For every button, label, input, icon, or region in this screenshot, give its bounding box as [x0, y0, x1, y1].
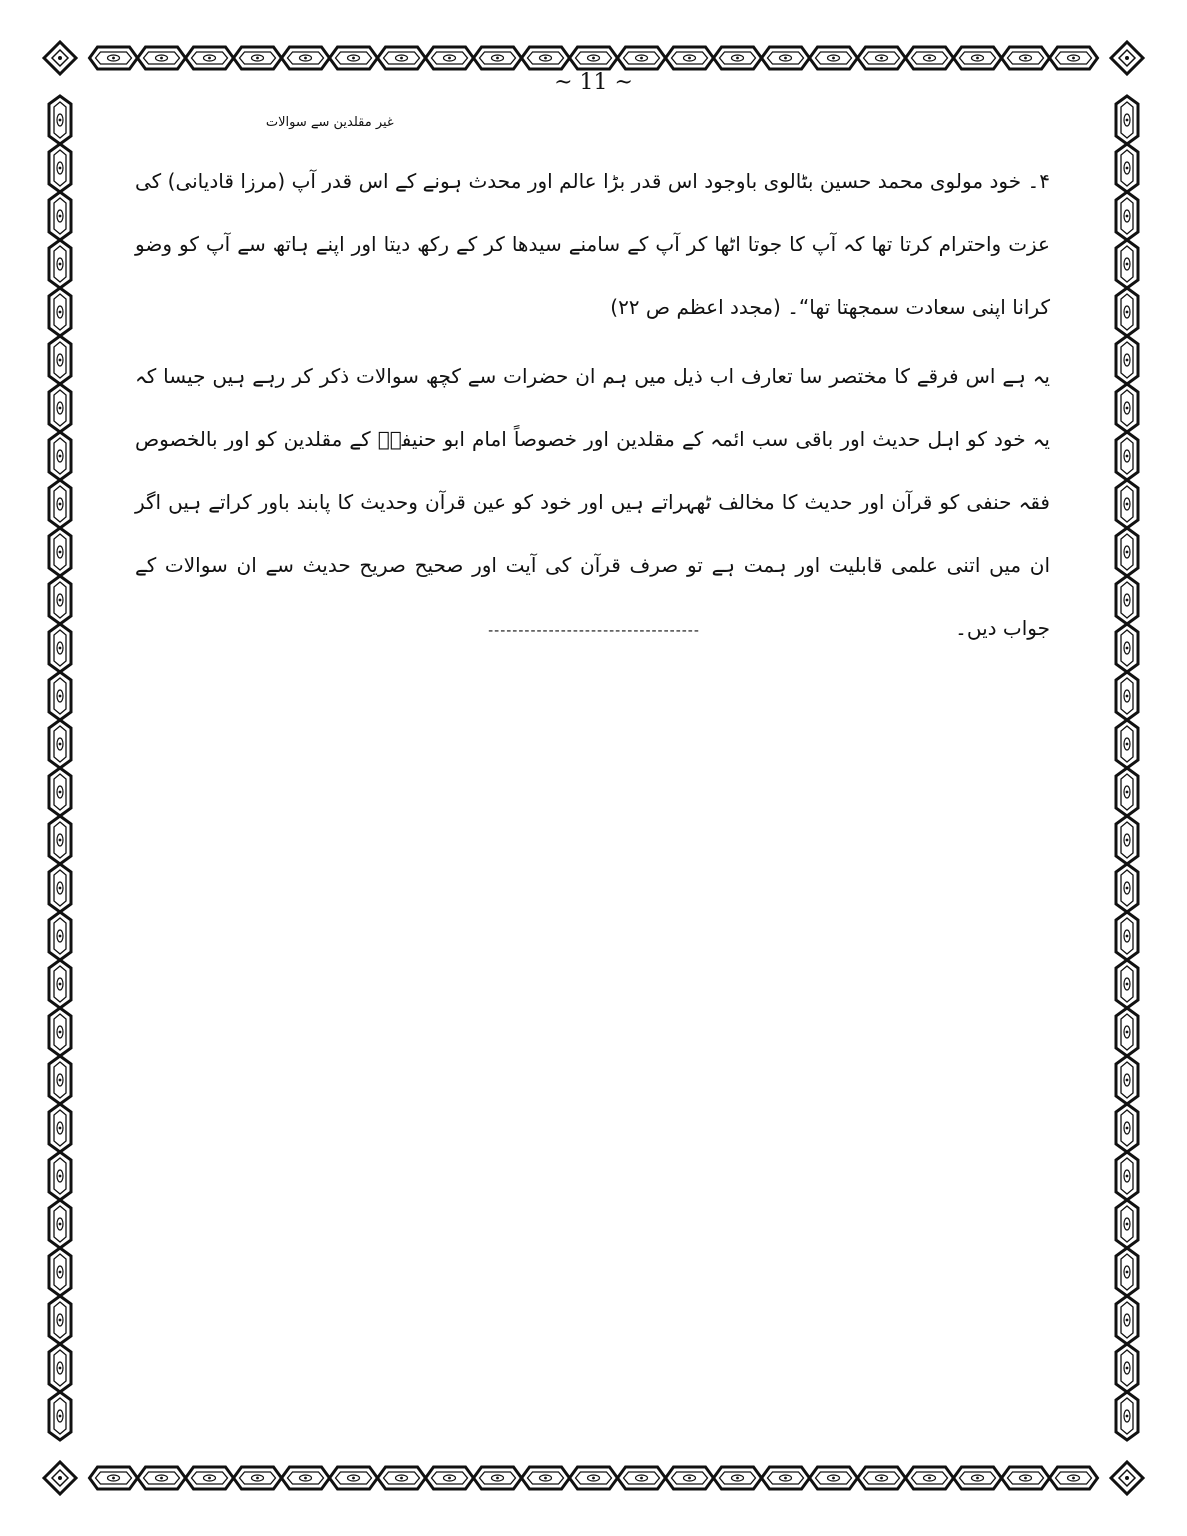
border-link [49, 432, 71, 480]
border-link [906, 47, 954, 69]
border-link [1116, 144, 1138, 192]
border-link [1116, 912, 1138, 960]
border-link [762, 1467, 810, 1489]
border-link [1116, 96, 1138, 144]
border-link [49, 576, 71, 624]
border-link [378, 1467, 426, 1489]
section-divider: ----------------------------------- [488, 623, 700, 639]
border-link [618, 47, 666, 69]
border-link [1116, 240, 1138, 288]
border-link [1002, 47, 1050, 69]
border-link [1116, 576, 1138, 624]
border-link [906, 1467, 954, 1489]
border-link [1116, 720, 1138, 768]
border-link [762, 47, 810, 69]
border-link [49, 1008, 71, 1056]
border-link [1002, 1467, 1050, 1489]
border-link [49, 768, 71, 816]
border-link [954, 47, 1002, 69]
border-link [1116, 1104, 1138, 1152]
border-link [49, 384, 71, 432]
border-link [49, 1056, 71, 1104]
border-link [1116, 1344, 1138, 1392]
border-link [49, 528, 71, 576]
border-link [714, 1467, 762, 1489]
border-link [378, 47, 426, 69]
border-link [1116, 864, 1138, 912]
border-link [954, 1467, 1002, 1489]
border-link [1116, 1296, 1138, 1344]
border-link [186, 1467, 234, 1489]
border-link [1116, 1152, 1138, 1200]
border-link [234, 47, 282, 69]
border-link [1116, 816, 1138, 864]
border-link [426, 47, 474, 69]
border-left-chain [49, 96, 71, 1440]
border-link [282, 1467, 330, 1489]
border-link [49, 240, 71, 288]
border-link [522, 1467, 570, 1489]
border-link [330, 47, 378, 69]
border-bottom-chain [90, 1467, 1098, 1489]
border-link [138, 47, 186, 69]
border-right-chain [1116, 96, 1138, 1440]
border-link [522, 47, 570, 69]
border-link [1116, 1392, 1138, 1440]
border-link [49, 1392, 71, 1440]
border-link [1116, 960, 1138, 1008]
border-link [474, 47, 522, 69]
border-link [282, 47, 330, 69]
border-link [49, 720, 71, 768]
border-link [570, 47, 618, 69]
border-link [810, 1467, 858, 1489]
border-link [138, 1467, 186, 1489]
border-link [234, 1467, 282, 1489]
border-link [49, 336, 71, 384]
border-link [90, 1467, 138, 1489]
paragraph-introduction: یہ ہے اس فرقے کا مختصر سا تعارف اب ذیل میں ہم ان حضرات سے کچھ سوالات ذکر کر رہے ہیں جیسا کہ یہ خود کو اہل حدیث اور باقی سب ائمہ کے مقلدین اور خصوصاً امام ابو حنیفہؒ کے مقلدین کو اور بالخصوص فقہ حنفی کو قرآن اور حدیث کا مخالف ٹھہراتے ہیں اور خود کو عین قرآن وحدیث کا پابند باور کراتے ہیں اگر ان میں اتنی علمی قابلیت اور ہمت ہے تو صرف قرآن کی آیت اور صحیح صریح حدیث سے ان سوالات کے جواب دیں۔ [135, 364, 1050, 640]
border-link [474, 1467, 522, 1489]
border-link [1116, 1248, 1138, 1296]
page-number: ~ 11 ~ [554, 70, 633, 95]
border-link [49, 1200, 71, 1248]
border-link [1116, 480, 1138, 528]
border-link [49, 672, 71, 720]
border-link [49, 912, 71, 960]
border-link [618, 1467, 666, 1489]
border-link [1116, 1008, 1138, 1056]
border-link [1116, 1056, 1138, 1104]
border-link [1116, 768, 1138, 816]
border-link [666, 1467, 714, 1489]
border-link [49, 864, 71, 912]
border-link [330, 1467, 378, 1489]
border-link [49, 96, 71, 144]
border-link [570, 1467, 618, 1489]
border-link [49, 816, 71, 864]
running-header: غیر مقلدین سے سوالات [265, 115, 394, 130]
border-link [426, 1467, 474, 1489]
border-link [1116, 528, 1138, 576]
border-link [858, 47, 906, 69]
border-link [49, 480, 71, 528]
border-link [49, 144, 71, 192]
border-link [1116, 192, 1138, 240]
border-link [1116, 1200, 1138, 1248]
border-link [1116, 336, 1138, 384]
paragraph-quote: ۴۔ خود مولوی محمد حسین بٹالوی باوجود اس قدر بڑا عالم اور محدث ہونے کے اس قدر آپ (مرزا قادیانی) کی عزت واحترام کرتا تھا کہ آپ کا جوتا اٹھا کر آپ کے سامنے سیدھا کر کے رکھ دیتا اور اپنے ہاتھ سے آپ کو وضو کرانا اپنی سعادت سمجھتا تھا“۔ (مجدد اعظم ص ۲۲) [135, 169, 1050, 319]
border-top-chain [90, 47, 1098, 69]
border-corner-ornament [44, 1462, 76, 1494]
border-link [49, 624, 71, 672]
border-link [1116, 432, 1138, 480]
border-link [49, 288, 71, 336]
border-corner-ornament [1111, 1462, 1143, 1494]
border-link [1116, 624, 1138, 672]
border-link [186, 47, 234, 69]
border-link [49, 1344, 71, 1392]
border-link [1116, 384, 1138, 432]
border-link [1116, 288, 1138, 336]
border-link [49, 1152, 71, 1200]
border-link [49, 1248, 71, 1296]
page-body [135, 150, 1050, 660]
border-link [714, 47, 762, 69]
border-link [858, 1467, 906, 1489]
border-link [810, 47, 858, 69]
border-link [49, 1104, 71, 1152]
border-link [49, 1296, 71, 1344]
border-link [1050, 47, 1098, 69]
border-link [90, 47, 138, 69]
border-link [49, 192, 71, 240]
border-link [1050, 1467, 1098, 1489]
border-link [49, 960, 71, 1008]
border-link [1116, 672, 1138, 720]
border-link [666, 47, 714, 69]
